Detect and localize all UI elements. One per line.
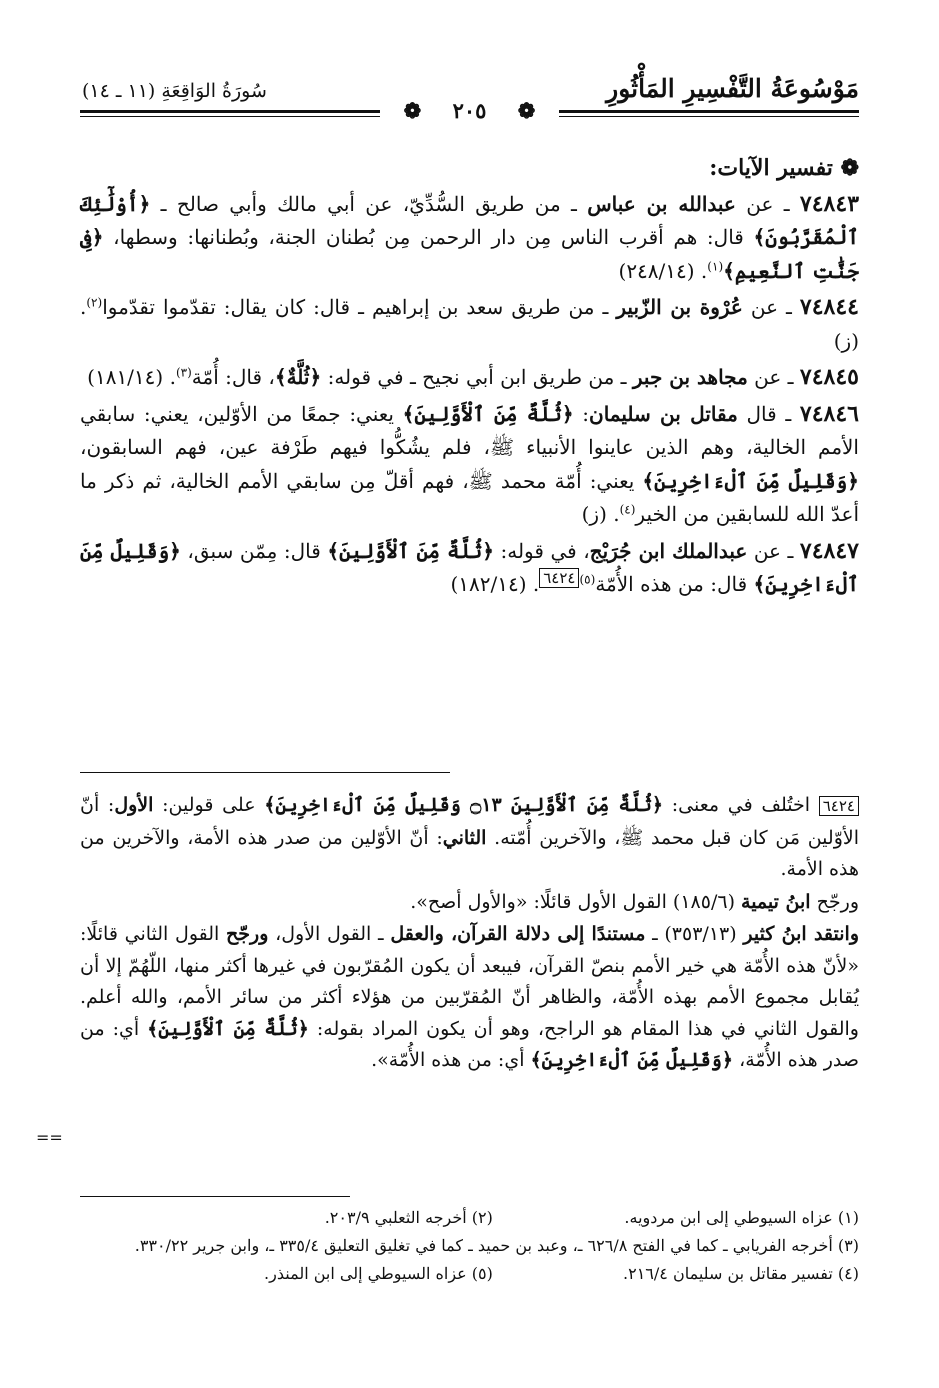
entry-text: يعني: جمعًا من الأوّلين، يعني: سابقي الأمم الخالية، وهم الذين عاينوا الأنبياء ﷺ، فلم يشُكُّوا فيهم طَرْفة عين، فهم السابقون، [80, 401, 859, 459]
entry-number: ٧٤٨٤٣ [799, 190, 860, 217]
quran-quote: ﴿وَقَلِيلٌ مِّنَ ٱلْءَاخِرِينَ﴾ [642, 468, 859, 493]
footnote-row [80, 1260, 859, 1288]
ornament-icon: ❁ [392, 98, 434, 123]
section-heading [80, 152, 859, 186]
second-opinion-label: الثاني [442, 826, 487, 849]
commentary-text: اختُلف في معنى: [663, 794, 819, 816]
footnote-5: (٥) عزاه السيوطي إلى ابن المنذر. [264, 1264, 493, 1283]
quran-quote: ﴿ثُلَّةٌ﴾ [274, 365, 322, 389]
quran-quote: ﴿فِى جَنَّٰتِ ٱلنَّعِيمِ﴾ [80, 225, 859, 283]
entry-text: قال: هم أقرب الناس مِن دار الرحمن مِن بُطنان الجنة، وبُطنانها: وسطها، [103, 225, 754, 249]
entry-74844 [80, 291, 859, 358]
quran-quote: ﴿ثُلَّةٌ مِّنَ ٱلْأَوَّلِينَ﴾ [402, 401, 574, 426]
commentary-text: أي: من هذه الأُمّة». [371, 1049, 531, 1071]
entry-number: ٧٤٨٤٥ [799, 364, 859, 390]
entry-text: ، قال: أُمّة [191, 365, 275, 389]
narrator-name: عُرْوة بن الزّبير [616, 295, 743, 319]
flower-icon: ❁ [840, 155, 859, 181]
entry-text: . (ز) [581, 502, 620, 526]
sura-label: سُورَةُ الوَاقِعَةِ (١١ ـ ١٤) [82, 80, 267, 102]
entry-text: . (١٨٢/١٤) [450, 572, 540, 596]
commentary-text: (٣٥٣/١٣) ـ [645, 923, 744, 945]
footnote-row [80, 1204, 859, 1232]
commentary [80, 790, 859, 1078]
footnote-ref: (٣) [175, 365, 192, 380]
entry-text: . (ز) [80, 295, 859, 353]
entry-text: ـ من طريق سعد بن إبراهيم ـ قال: كان يقال: تقدّموا تقدّموا [102, 295, 617, 319]
footnote-ref: (٢) [86, 295, 103, 310]
entry-text: ـ قال [737, 401, 800, 426]
entry-text: . (٢٤٨/١٤) [618, 258, 708, 283]
quran-quote: ﴿ثُلَّةٌ مِّنَ ٱلْأَوَّلِينَ﴾ [327, 538, 494, 563]
commentary-emphasis: مستندًا إلى دلالة القرآن، والعقل [390, 923, 646, 945]
entry-text: ـ من طريق ابن أبي نجيح ـ في قوله: [321, 365, 633, 389]
entry-74843 [80, 188, 859, 289]
section-title: تفسير الآيات: [709, 155, 833, 181]
quran-quote: ﴿وَقَلِيلٌ مِّنَ ٱلْءَاخِرِينَ﴾ [80, 538, 859, 596]
entry-text: ـ عن [742, 295, 800, 319]
entry-number: ٧٤٨٤٤ [799, 294, 859, 320]
main-text [80, 152, 859, 605]
commentary-text: : أنّ الأوّلين مَن كان قبل محمد ﷺ، والآخرين أُمّته. [80, 794, 859, 849]
quran-quote: ﴿ثُلَّةٌ مِّنَ ٱلْأَوَّلِينَ ۝١٣ وَقَلِيلٌ مِّنَ ٱلْءَاخِرِينَ﴾ [264, 794, 664, 816]
commentary-text: (١٨٥/٦) القول الأول قائلًا: «والأول أصح». [410, 890, 742, 913]
commentary-separator [80, 772, 450, 773]
scholar-name: ابنُ كثير [743, 923, 807, 945]
entry-text: ـ عن [747, 538, 800, 563]
footnote-2: (٢) أخرجه الثعلبي ٢٠٣/٩. [324, 1208, 493, 1227]
entry-text: . (١٨١/١٤) [87, 365, 176, 389]
commentary-emphasis: ورجّح [226, 923, 269, 945]
quran-quote: ﴿أُوْلَٰٓئِكَ ٱلْمُقَرَّبُونَ﴾ [80, 191, 859, 249]
entry-74846 [80, 398, 859, 532]
footnote-ref: (١) [707, 258, 724, 273]
footnote-ref: (٤) [619, 502, 636, 517]
page-number: ٢٠٥ [441, 98, 499, 123]
entry-text: ـ من طريق السُّدِّيّ، عن أبي مالك وأبي صالح ـ [150, 191, 588, 216]
entry-number: ٧٤٨٤٦ [799, 400, 859, 427]
commentary-text: وانتقد [806, 923, 860, 945]
entry-text: ـ عن [747, 365, 800, 389]
entry-74845 [80, 361, 859, 395]
first-opinion-label: الأول [114, 794, 154, 816]
commentary-text: ـ القول الأول، [268, 923, 391, 945]
footnote-ref: (٥) [579, 572, 596, 587]
entry-text: قال: من هذه الأُمّة [595, 572, 754, 596]
quran-quote: ﴿وَقَلِيلٌ مِّنَ ٱلْءَاخِرِينَ﴾ [530, 1049, 734, 1071]
book-title: مَوْسُوعَةُ التَّفْسِيرِ المَأْثُورِ [606, 74, 859, 103]
footnotes [80, 1204, 859, 1288]
commentary-text: أي: من صدر هذه الأُمّة، [80, 1017, 859, 1071]
ornament-icon: ❁ [506, 98, 548, 123]
page-number-wrap [0, 98, 939, 123]
footnote-3: (٣) أخرجه الفريابي ـ كما في الفتح ٦٢٦/٨ ـ، وعبد بن حميد ـ كما في تغليق التعليق ٣٣٥/٤ ـ، وابن جرير ٣٣٠/٢٢. [134, 1236, 859, 1255]
entry-text: ، في قوله: [493, 538, 590, 563]
entry-text: يعني: أُمّة محمد ﷺ، فهم أقلّ مِن سابقي الأمم الخالية، ثم ذكر ما أعدّ الله للسابقين من الخير [80, 468, 859, 526]
margin-mark: == [36, 1128, 63, 1147]
commentary-para [80, 919, 859, 1077]
narrator-name: مقاتل بن سليمان [589, 401, 738, 426]
footnote-4: (٤) تفسير مقاتل بن سليمان ٢١٦/٤. [623, 1264, 859, 1283]
footnote-1: (١) عزاه السيوطي إلى ابن مردويه. [624, 1208, 859, 1227]
scholar-name: ابنُ تيمية [741, 890, 811, 913]
commentary-text: : أنّ الأوّلين من صدر هذه الأمة، والآخرين من هذه الأمة. [80, 826, 859, 880]
narrator-name: عبدالملك ابن جُرَيْج [589, 538, 748, 563]
commentary-text: ورجّح [810, 890, 859, 913]
entry-74847 [80, 535, 859, 602]
commentary-number-box: ٦٤٢٤ [819, 796, 859, 816]
quran-quote: ﴿ثُلَّةٌ مِّنَ ٱلْأَوَّلِينَ﴾ [147, 1017, 309, 1040]
narrator-name: عبدالله بن عباس [587, 191, 736, 216]
commentary-text: القول الثاني قائلًا: «لأنّ هذه الأُمّة هي خير الأمم بنصّ القرآن، فيبعد أن يكون المُقرّبون في غيرها أكثر منها، اللّهُمّ إلا أن يُقابل مجموع الأمم بهذه الأُمّة، والظاهر أنّ المُقرّبين من هؤلاء أكثر من سائر الأمم، والله أعلم. والقول الثاني في هذا المقام هو الراجح، وهو أن يكون المراد بقوله: [80, 923, 859, 1040]
narrator-name: مجاهد بن جبر [632, 365, 748, 389]
commentary-para [80, 790, 859, 886]
commentary-ref-box: ٦٤٢٤ [539, 568, 579, 588]
entry-text: قال: مِمّن سبق، [180, 538, 328, 563]
entry-text: : [573, 401, 590, 426]
commentary-para [80, 887, 859, 919]
commentary-text: على قولين: [153, 794, 265, 816]
entry-text: ـ عن [735, 191, 800, 216]
entry-number: ٧٤٨٤٧ [799, 537, 859, 564]
footnotes-separator [80, 1196, 350, 1197]
page-number-group [380, 98, 560, 123]
